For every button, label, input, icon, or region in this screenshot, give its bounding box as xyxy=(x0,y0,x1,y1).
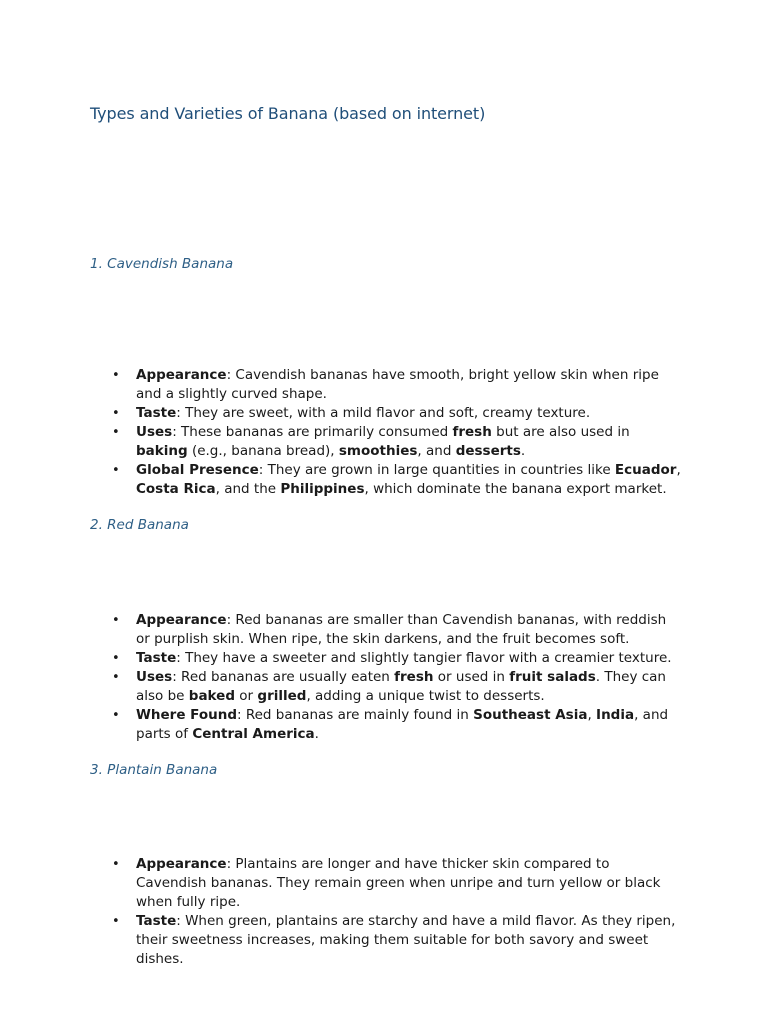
bold-term: fresh xyxy=(452,424,492,440)
bold-term: India xyxy=(596,707,635,723)
bullet-icon: • xyxy=(112,406,120,421)
list-item xyxy=(112,706,682,744)
document-title: Types and Varieties of Banana (based on internet) xyxy=(90,104,486,123)
bold-term: Where Found xyxy=(136,707,238,723)
bullet-list-cavendish xyxy=(112,366,682,499)
bold-term: Appearance xyxy=(136,612,227,628)
item-text: , and the xyxy=(215,481,281,497)
bold-term: Appearance xyxy=(136,856,227,872)
bullet-icon: • xyxy=(112,914,120,929)
bold-term: desserts xyxy=(455,443,521,459)
item-text: , and parts of xyxy=(136,707,669,742)
item-text: : Cavendish bananas have smooth, bright yellow skin when ripe and a slightly curved shape. xyxy=(136,367,659,402)
bold-term: Taste xyxy=(136,913,177,929)
bold-term: fresh xyxy=(394,669,434,685)
bold-term: Central America xyxy=(192,726,315,742)
section-heading-plantain: 3. Plantain Banana xyxy=(90,762,218,778)
bullet-icon: • xyxy=(112,857,120,872)
bullet-icon: • xyxy=(112,708,120,723)
bold-term: Philippines xyxy=(280,481,365,497)
item-text: , and xyxy=(417,443,456,459)
item-text: or xyxy=(235,688,258,704)
bold-term: grilled xyxy=(257,688,307,704)
bullet-icon: • xyxy=(112,670,120,685)
item-text: . They can also be xyxy=(136,669,666,704)
list-item xyxy=(112,461,682,499)
bullet-icon: • xyxy=(112,463,120,478)
bold-term: Global Presence xyxy=(136,462,259,478)
bold-term: Southeast Asia xyxy=(473,707,588,723)
bold-term: Costa Rica xyxy=(136,481,216,497)
list-item xyxy=(112,668,682,706)
list-item xyxy=(112,649,682,668)
list-item xyxy=(112,912,682,969)
bullet-list-plantain xyxy=(112,855,682,969)
item-text: , adding a unique twist to desserts. xyxy=(306,688,545,704)
item-text: . xyxy=(314,726,319,742)
bullet-icon: • xyxy=(112,651,120,666)
section-heading-cavendish: 1. Cavendish Banana xyxy=(90,256,234,272)
bold-term: smoothies xyxy=(338,443,418,459)
item-text: , xyxy=(587,707,597,723)
bullet-list-red xyxy=(112,611,682,744)
bold-term: baking xyxy=(136,443,188,459)
item-text: , xyxy=(676,462,681,478)
item-text: : They are sweet, with a mild flavor and soft, creamy texture. xyxy=(176,405,591,421)
list-item xyxy=(112,404,682,423)
bold-term: fruit salads xyxy=(509,669,596,685)
bold-term: Taste xyxy=(136,405,177,421)
item-text: but are also used in xyxy=(491,424,630,440)
bold-term: baked xyxy=(188,688,235,704)
item-text: : They are grown in large quantities in countries like xyxy=(258,462,615,478)
section-heading-red: 2. Red Banana xyxy=(90,517,189,533)
item-text: or used in xyxy=(433,669,510,685)
bullet-icon: • xyxy=(112,368,120,383)
list-item xyxy=(112,366,682,404)
bold-term: Ecuador xyxy=(614,462,677,478)
item-text: : Plantains are longer and have thicker skin compared to Cavendish bananas. They remain green when unripe and turn yellow or black when fully ripe. xyxy=(136,856,661,910)
item-text: . xyxy=(520,443,526,459)
item-text: : These bananas are primarily consumed xyxy=(172,424,453,440)
bold-term: Uses xyxy=(136,424,173,440)
list-item xyxy=(112,611,682,649)
item-text: : Red bananas are mainly found in xyxy=(237,707,474,723)
item-text: (e.g., banana bread), xyxy=(187,443,339,459)
list-item xyxy=(112,855,682,912)
item-text: : Red bananas are smaller than Cavendish bananas, with reddish or purplish skin. When ripe, the skin darkens, and the fruit becomes soft. xyxy=(136,612,667,647)
bold-term: Uses xyxy=(136,669,173,685)
bullet-icon: • xyxy=(112,613,120,628)
item-text: , which dominate the banana export market. xyxy=(364,481,667,497)
item-text: : Red bananas are usually eaten xyxy=(172,669,395,685)
list-item xyxy=(112,423,682,461)
item-text: : When green, plantains are starchy and have a mild flavor. As they ripen, their sweetness increases, making them suitable for both savory and sweet dishes. xyxy=(136,913,676,967)
bold-term: Appearance xyxy=(136,367,227,383)
bold-term: Taste xyxy=(136,650,177,666)
bullet-icon: • xyxy=(112,425,120,440)
item-text: : They have a sweeter and slightly tangier flavor with a creamier texture. xyxy=(176,650,672,666)
